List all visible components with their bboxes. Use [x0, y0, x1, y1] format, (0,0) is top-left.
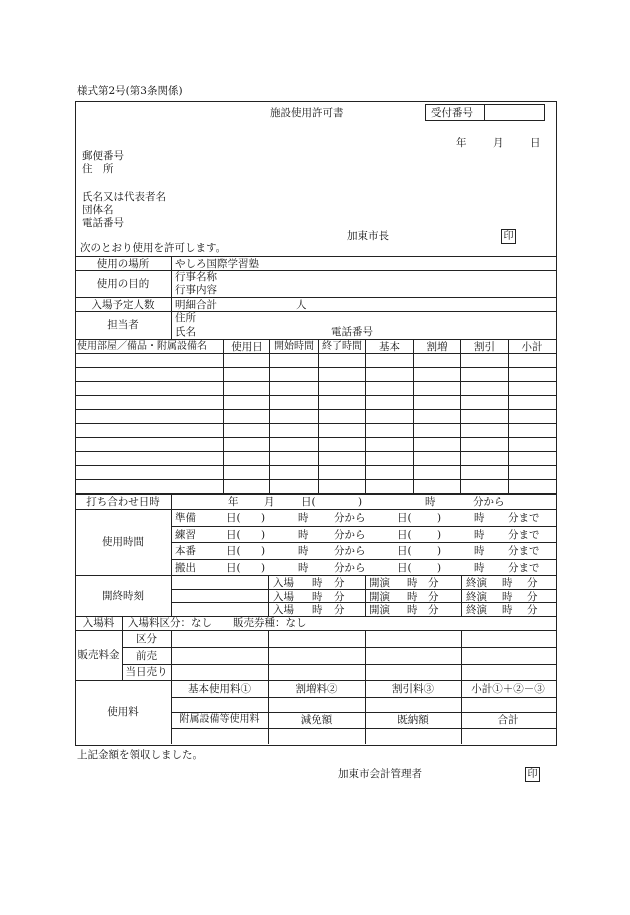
open-close-text: 時: [502, 604, 513, 616]
form-number: 様式第2号(第3条関係): [77, 85, 183, 97]
usage-hour2: 時: [474, 512, 485, 524]
open-close-text: 開演: [369, 591, 390, 603]
fee-premium: 割増料②: [295, 683, 338, 695]
grid-col: [460, 339, 461, 494]
open-close-text: 分: [334, 577, 345, 589]
open-close-text: 分: [428, 604, 439, 616]
name-label: 氏名又は代表者名: [82, 191, 166, 203]
open-close-text: 時: [312, 577, 323, 589]
fee-subtotal: 小計①＋②－③: [471, 683, 545, 695]
treasurer-label: 加東市会計管理者: [338, 768, 422, 780]
fee-label: 使用料: [107, 706, 139, 718]
usage-to: 分まで: [508, 545, 540, 557]
meeting-paren: ): [358, 496, 363, 508]
usage-day2: 日(: [397, 562, 412, 574]
usage-hour2: 時: [474, 529, 485, 541]
usage-day: 日(: [226, 529, 241, 541]
usage-row-label: 練習: [175, 529, 196, 541]
purpose-label: 使用の目的: [96, 278, 150, 290]
grid-row: [75, 423, 557, 424]
header-room: 使用部屋／備品・附属設備名: [77, 341, 207, 352]
usage-from: 分から: [334, 562, 366, 574]
usage-row-line: [171, 526, 557, 527]
open-close-text: 時: [502, 577, 513, 589]
header-basic: 基本: [379, 341, 400, 353]
date-month: 月: [493, 137, 504, 149]
people-unit: 人: [296, 299, 307, 311]
open-close-text: 時: [407, 604, 418, 616]
phone-label: 電話番号: [82, 217, 124, 229]
header-subtotal: 小計: [521, 341, 543, 353]
usage-to: 分まで: [508, 529, 540, 541]
usage-paren2: ): [437, 562, 442, 574]
usage-row-line: [171, 559, 557, 560]
usage-from: 分から: [334, 512, 366, 524]
grid-row: [75, 451, 557, 452]
form-title: 施設使用許可書: [270, 107, 344, 119]
postal-label: 郵便番号: [82, 150, 124, 162]
meeting-month: 月: [264, 496, 275, 508]
grid-row: [75, 465, 557, 466]
grid-col: [365, 339, 366, 494]
usage-row-line: [171, 542, 557, 543]
usage-day: 日(: [226, 512, 241, 524]
usage-paren2: ): [437, 545, 442, 557]
open-close-text: 入場: [273, 591, 294, 603]
usage-paren: ): [261, 529, 266, 541]
contact-phone: 電話番号: [331, 326, 373, 338]
seal-mark: 印: [501, 229, 516, 244]
fee-equipment: 附属設備等使用料: [179, 714, 260, 725]
fee-discount: 割引料③: [392, 683, 434, 695]
usage-time-label: 使用時間: [102, 536, 144, 548]
place-value: やしろ国際学習塾: [175, 258, 259, 270]
open-close-text: 分: [334, 591, 345, 603]
usage-row-label: 搬出: [175, 562, 196, 574]
open-close-text: 時: [407, 577, 418, 589]
meeting-day: 日(: [301, 496, 316, 508]
grid-col: [318, 339, 319, 494]
meeting-year: 年: [228, 496, 239, 508]
usage-day: 日(: [226, 545, 241, 557]
usage-from: 分から: [334, 529, 366, 541]
people-label: 入場予定人数: [91, 299, 155, 311]
meeting-hour: 時: [425, 496, 436, 508]
meeting-label: 打ち合わせ日時: [86, 496, 160, 508]
contact-name: 氏名: [175, 326, 196, 338]
usage-paren2: ): [437, 512, 442, 524]
grid-col: [508, 339, 509, 494]
fee-paid: 既納額: [397, 714, 429, 726]
open-close-text: 分: [334, 604, 345, 616]
header-start: 開始時間: [274, 341, 314, 352]
header-date: 使用日: [231, 341, 263, 353]
header-premium: 割増: [426, 341, 448, 353]
address-label: 住 所: [82, 163, 114, 175]
open-close-text: 開演: [369, 577, 390, 589]
usage-row-label: 本番: [175, 545, 196, 557]
grid-row: [75, 409, 557, 410]
open-close-text: 開演: [369, 604, 390, 616]
open-close-text: 分: [527, 591, 538, 603]
open-close-text: 分: [428, 577, 439, 589]
usage-day2: 日(: [397, 512, 412, 524]
open-close-text: 時: [312, 591, 323, 603]
grid-row: [75, 381, 557, 382]
meeting-from: 分から: [473, 496, 505, 508]
receipt-label: 受付番号: [431, 107, 473, 119]
grid-row: [75, 367, 557, 368]
grid-row: [75, 437, 557, 438]
usage-paren2: ): [437, 529, 442, 541]
received-text: 上記金額を領収しました。: [77, 749, 203, 761]
usage-to: 分まで: [508, 562, 540, 574]
sales-category: 区分: [136, 633, 157, 645]
open-close-text: 終演: [466, 604, 487, 616]
place-label: 使用の場所: [96, 258, 150, 270]
open-close-label: 開終時刻: [102, 590, 144, 602]
grid-col: [413, 339, 414, 494]
usage-row-label: 準備: [175, 512, 196, 524]
header-discount: 割引: [474, 341, 495, 353]
usage-paren: ): [261, 512, 266, 524]
grid-col: [269, 339, 270, 494]
treasurer-seal: 印: [525, 767, 540, 782]
mayor-label: 加東市長: [347, 230, 389, 242]
open-close-text: 入場: [273, 604, 294, 616]
sales-advance: 前売: [136, 650, 157, 662]
open-close-text: 終演: [466, 577, 487, 589]
usage-hour: 時: [298, 545, 309, 557]
fee-basic: 基本使用料①: [188, 683, 251, 695]
people-value: 明細合計: [175, 299, 217, 311]
usage-hour: 時: [298, 529, 309, 541]
grid-row: [75, 353, 557, 354]
usage-paren: ): [261, 545, 266, 557]
grid-row: [75, 479, 557, 480]
open-close-text: 分: [527, 604, 538, 616]
usage-hour2: 時: [474, 562, 485, 574]
org-label: 団体名: [82, 204, 114, 216]
purpose-content: 行事内容: [175, 284, 217, 296]
open-close-text: 分: [527, 577, 538, 589]
open-close-text: 時: [407, 591, 418, 603]
contact-label: 担当者: [107, 319, 139, 331]
grid-col: [223, 339, 224, 494]
usage-hour: 時: [298, 562, 309, 574]
permit-text: 次のとおり使用を許可します。: [80, 242, 227, 254]
date-year: 年: [456, 137, 467, 149]
usage-day: 日(: [226, 562, 241, 574]
contact-address: 住所: [175, 312, 196, 324]
sales-label: 販売料金: [77, 649, 120, 661]
fee-reduction: 減免額: [300, 714, 333, 726]
open-close-text: 時: [312, 604, 323, 616]
usage-from: 分から: [334, 545, 366, 557]
purpose-name: 行事名称: [175, 271, 217, 283]
usage-day2: 日(: [397, 529, 412, 541]
usage-paren: ): [261, 562, 266, 574]
header-end: 終了時間: [322, 341, 362, 352]
open-close-text: 終演: [466, 591, 487, 603]
admission-value: 入場料区分：なし 販売券種：なし: [128, 617, 307, 629]
admission-label: 入場料: [82, 617, 115, 629]
open-close-text: 入場: [273, 577, 294, 589]
open-close-text: 時: [502, 591, 513, 603]
usage-to: 分まで: [508, 512, 540, 524]
grid-row: [75, 395, 557, 396]
sales-sameday: 当日売り: [125, 666, 168, 678]
usage-hour2: 時: [474, 545, 485, 557]
fee-total: 合計: [497, 714, 519, 726]
open-close-text: 分: [428, 591, 439, 603]
usage-hour: 時: [298, 512, 309, 524]
usage-day2: 日(: [397, 545, 412, 557]
date-day: 日: [530, 137, 541, 149]
